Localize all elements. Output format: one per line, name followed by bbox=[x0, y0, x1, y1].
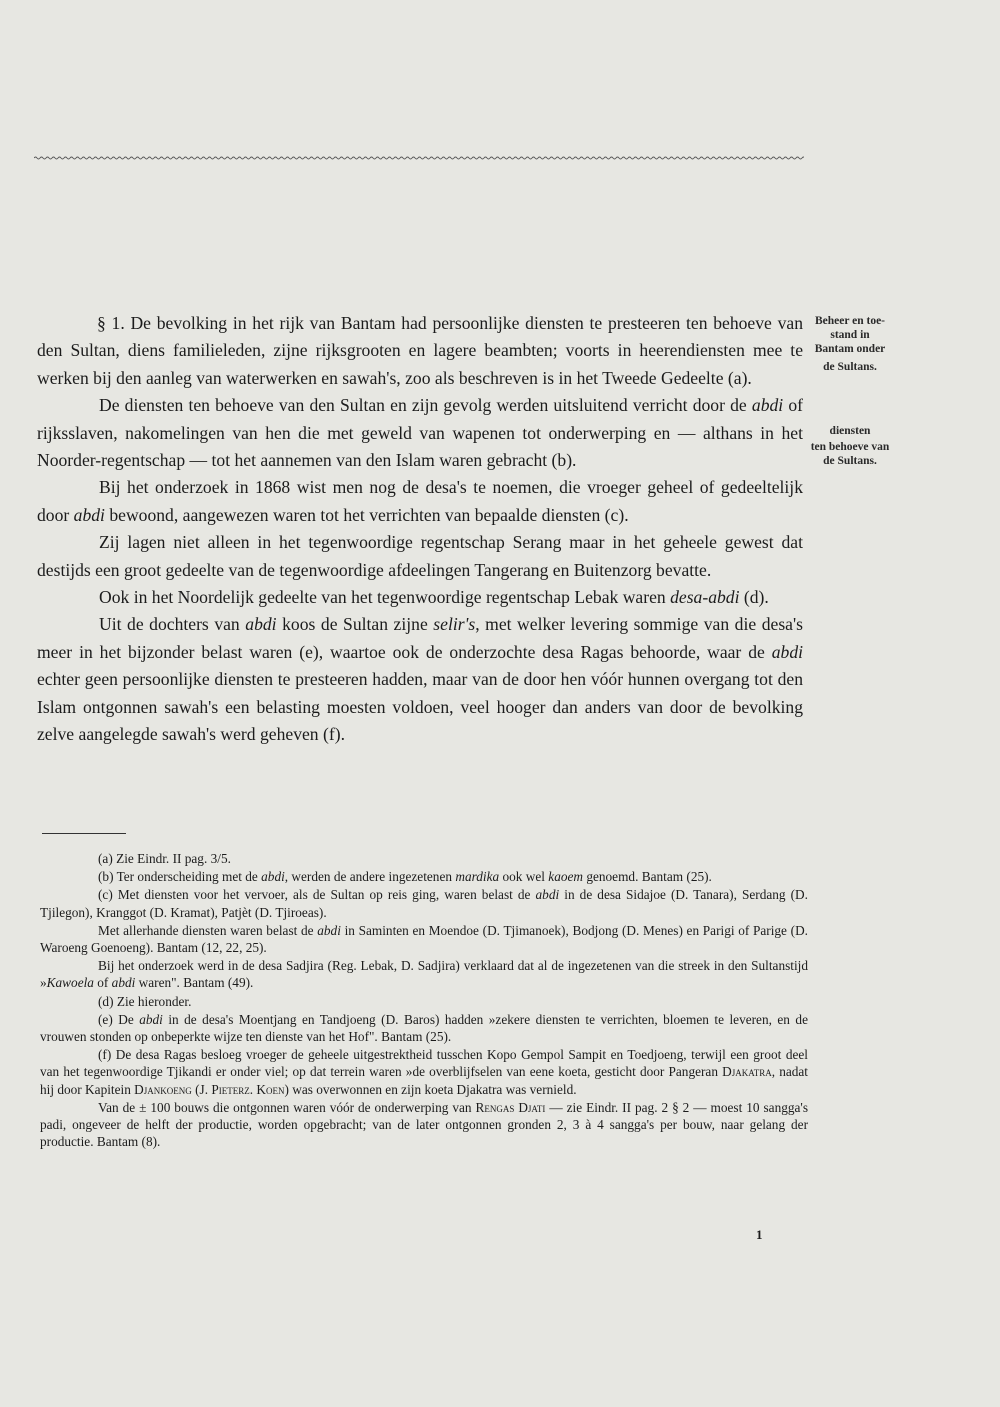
smallcaps-name: Djankoeng bbox=[134, 1081, 192, 1097]
text-run: bewoond, aangewezen waren tot het verrichten van bepaalde diensten (c). bbox=[104, 504, 629, 525]
italic-term: selir's bbox=[433, 614, 476, 635]
italic-term: abdi bbox=[317, 922, 341, 938]
text-run: (J. bbox=[191, 1081, 212, 1097]
margin-note-line: Beheer en toe- bbox=[814, 315, 886, 327]
margin-note-line: stand in bbox=[830, 329, 870, 341]
margin-note-line: ten behoeve van bbox=[810, 441, 890, 453]
footnote-c-sadjira bbox=[40, 957, 808, 991]
footnote-f-continued bbox=[40, 1099, 808, 1151]
text-run: genoemd. Bantam (25). bbox=[583, 869, 712, 885]
italic-term: abdi bbox=[111, 975, 136, 991]
text-run: koos de Sultan zijne bbox=[276, 614, 434, 635]
main-text bbox=[37, 310, 803, 749]
footnote-e bbox=[40, 1011, 808, 1045]
italic-term: kaoem bbox=[548, 869, 583, 885]
paragraph-2 bbox=[37, 392, 803, 474]
text-run: , werden de andere ingezetenen bbox=[284, 869, 456, 885]
margin-note-line: de Sultans. bbox=[823, 361, 877, 373]
footnote-b bbox=[40, 868, 808, 885]
margin-note-line: diensten bbox=[829, 425, 871, 437]
text-run: Uit de dochters van bbox=[99, 614, 246, 635]
smallcaps-name: Djakatra bbox=[722, 1064, 772, 1080]
margin-note-diensten bbox=[800, 424, 900, 468]
smallcaps-name: Pieterz. Koen bbox=[211, 1081, 285, 1097]
margin-note-beheer bbox=[800, 314, 900, 374]
text-run: in de desa's Moentjang en Tandjoeng (D. Baros) hadden »zekere diensten te verrichten, bloemen te leveren, en de vrouwen stonden op onbeperkte wijze ten dienste van het Hof". Bantam (25). bbox=[40, 1011, 808, 1045]
italic-term: desa-abdi bbox=[670, 587, 740, 608]
italic-term: abdi bbox=[535, 887, 560, 903]
footnote-a: (a) Zie Eindr. II pag. 3/5. bbox=[98, 851, 231, 866]
paragraph-1: § 1. De bevolking in het rijk van Bantam had persoonlijke diensten te presteeren ten behoeve van den Sultan, diens familieleden, zijne rijksgrooten en lagere beambten; voorts in heerendiensten mee te werken bij den aanleg van waterwerken en sawah's, zoo als beschreven is in het Tweede Gedeelte (a). bbox=[37, 313, 803, 388]
text-run: of bbox=[93, 975, 112, 991]
page-number: 1 bbox=[756, 1227, 763, 1242]
footnote-c-continued bbox=[40, 922, 808, 956]
footnote-f bbox=[40, 1046, 808, 1098]
text-run: — zie Eindr. II pag. 2 § 2 — moest 10 sangga's padi, ongeveer de helft der productie, worden opgebracht; van de later ontgonnen gronden 2, 3 à 4 sangga's per bouw, naar gelang der productie. Bantam (8). bbox=[40, 1099, 809, 1150]
italic-term: abdi bbox=[771, 641, 803, 662]
footnote-d: (d) Zie hieronder. bbox=[98, 993, 192, 1009]
footnotes bbox=[40, 850, 808, 1150]
italic-term: abdi bbox=[751, 395, 784, 416]
text-run: (d). bbox=[739, 587, 769, 608]
text-run: (b) Ter onderscheiding met de bbox=[98, 869, 262, 885]
footnote-c bbox=[40, 886, 808, 920]
smallcaps-name: Rengas Djati bbox=[475, 1099, 546, 1115]
text-run: in Saminten en Moendoe (D. Tjimanoek), Bodjong (D. Menes) en Parigi of Parige (D. Waroeng Goenoeng). Bantam (12, 22, 25). bbox=[40, 922, 808, 956]
text-run: echter geen persoonlijke diensten te presteeren hadden, maar van de door hen vóór hunnen overgang tot den Islam ontgonnen sawah's een belasting moesten voldoen, veel hooger dan anders van door de bevolking zelve aangelegde sawah's werd geheven (f). bbox=[37, 669, 803, 745]
wavy-divider bbox=[34, 153, 804, 163]
paragraph-6 bbox=[37, 611, 803, 748]
margin-note-line: Bantam onder bbox=[814, 343, 886, 355]
italic-term: mardika bbox=[455, 869, 500, 885]
paragraph-4: Zij lagen niet alleen in het tegenwoordige regentschap Serang maar in het geheele gewest dat destijds een groot gedeelte van de tegenwoordige afdeelingen Tangerang en Buitenzorg bevatte. bbox=[37, 532, 803, 580]
text-run: , nadat hij door Kapitein bbox=[40, 1064, 808, 1097]
text-run: ook wel bbox=[499, 869, 549, 885]
text-run: waren". Bantam (49). bbox=[135, 975, 254, 991]
footnote-separator bbox=[42, 833, 126, 834]
text-run: Met allerhande diensten waren belast de bbox=[98, 922, 318, 938]
italic-term: abdi bbox=[245, 614, 277, 635]
paragraph-3 bbox=[37, 474, 803, 529]
text-run: Ook in het Noordelijk gedeelte van het tegenwoordige regentschap Lebak waren bbox=[99, 587, 671, 608]
text-run: Bij het onderzoek werd in de desa Sadjira (Reg. Lebak, D. Sadjira) verklaard dat al de ingezetenen van die streek in den Sultanstijd » bbox=[40, 958, 808, 991]
text-run: (f) De desa Ragas besloeg vroeger de geheele uitgestrektheid tusschen Kopo Gempol Sampit en Toedjoeng, terwijl een groot deel van het tegenwoordige Tjikandi er onder viel; op dat terrein waren »de overblijfselen van eene koeta, gesticht door Pangeran bbox=[40, 1047, 808, 1080]
text-run: in de desa Sidajoe (D. Tanara), Serdang (D. Tjilegon), Kranggot (D. Kramat), Patjèt (D. Tjiroeas). bbox=[40, 887, 808, 920]
italic-term: abdi bbox=[73, 504, 105, 525]
text-run: Van de ± 100 bouws die ontgonnen waren vóór de onderwerping van bbox=[98, 1099, 476, 1115]
text-run: ) was overwonnen en zijn koeta Djakatra was vernield. bbox=[284, 1081, 577, 1097]
text-run: (e) De bbox=[98, 1011, 140, 1027]
text-run: Bij het onderzoek in 1868 wist men nog de desa's te noemen, die vroeger geheel of gedeeltelijk door bbox=[37, 477, 803, 525]
italic-term: abdi bbox=[261, 869, 285, 885]
margin-note-line: de Sultans. bbox=[823, 455, 877, 467]
italic-term: Kawoela bbox=[46, 975, 94, 991]
text-run: , met welker levering sommige van die desa's meer in het bijzonder belast waren (e), waartoe ook de onderzochte desa Ragas behoorde, waar de bbox=[37, 614, 803, 662]
text-run: De diensten ten behoeve van den Sultan en zijn gevolg werden uitsluitend verricht door de bbox=[99, 395, 752, 416]
paragraph-5 bbox=[37, 584, 803, 611]
text-run: of rijksslaven, nakomelingen van hen die met geweld van wapenen tot onderwerping en — althans in het Noorder-regentschap — tot het aannemen van den Islam waren gebracht (b). bbox=[37, 395, 803, 471]
italic-term: abdi bbox=[139, 1011, 163, 1027]
text-run: (c) Met diensten voor het vervoer, als de Sultan op reis ging, waren belast de bbox=[98, 887, 536, 903]
